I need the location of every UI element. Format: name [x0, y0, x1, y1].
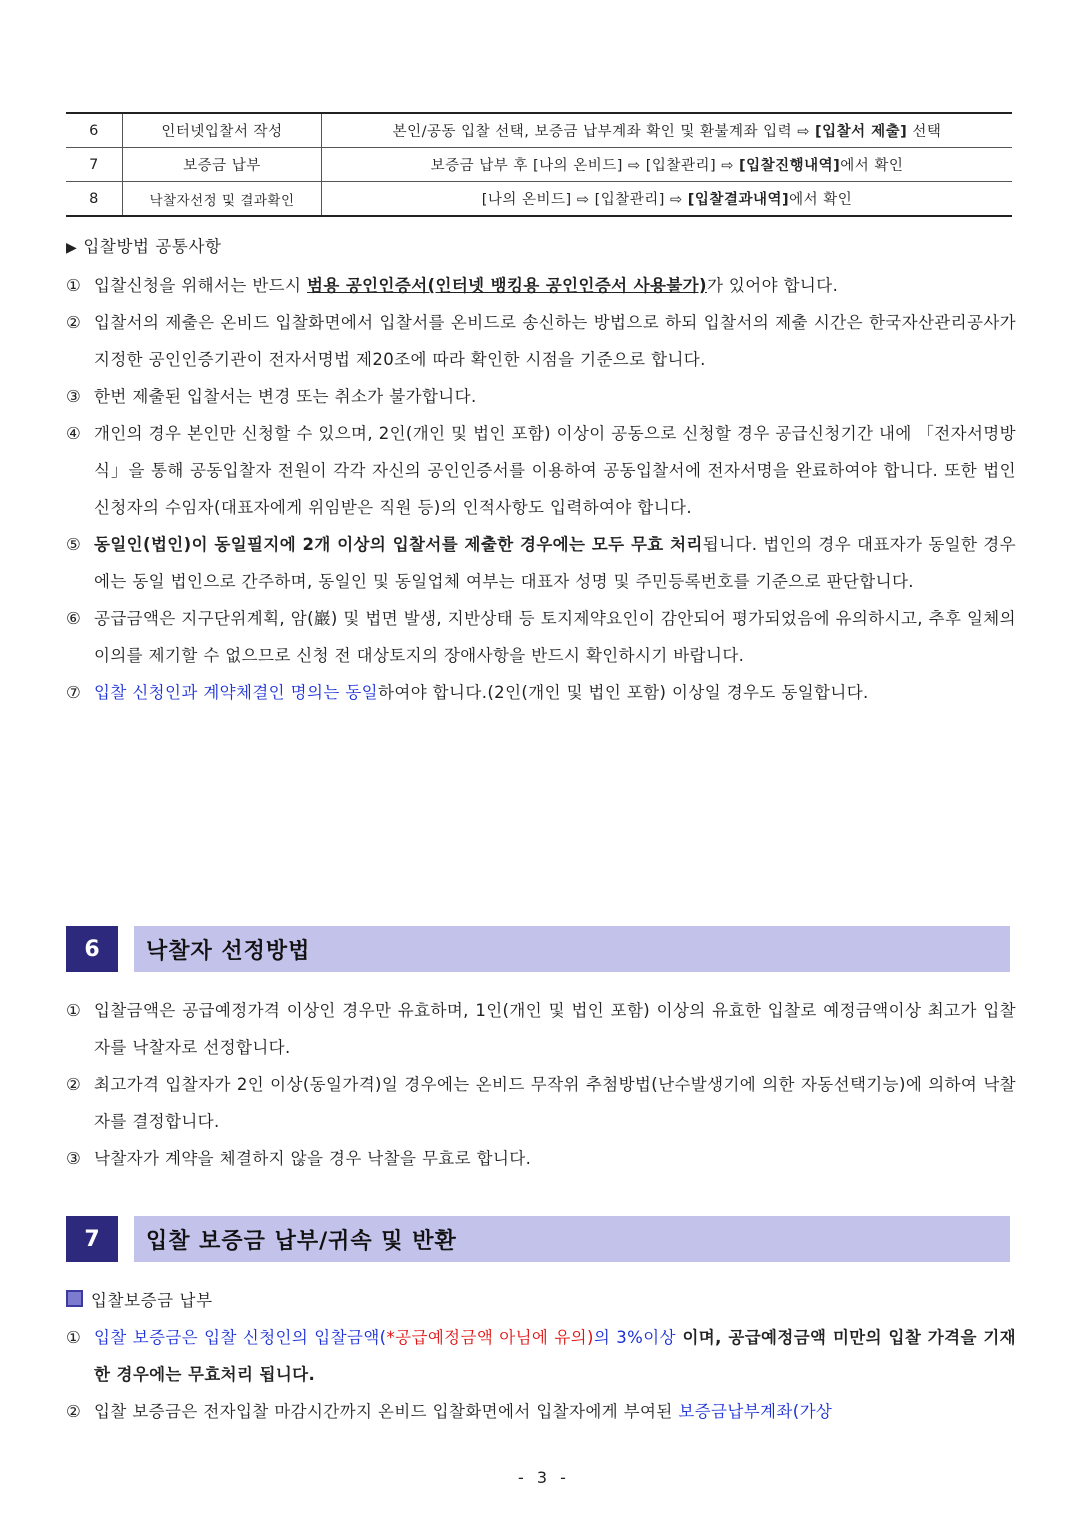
step-name: 인터넷입찰서 작성: [123, 113, 322, 148]
step-name: 낙찰자선정 및 결과확인: [123, 182, 322, 217]
section-title-bar: [134, 1216, 1010, 1262]
list-item: ③ 낙찰자가 계약을 체결하지 않을 경우 낙찰을 무효로 합니다.: [66, 1149, 532, 1168]
section-title: 낙찰자 선정방법: [146, 938, 311, 964]
section-title: 입찰 보증금 납부/귀속 및 반환: [146, 1228, 457, 1254]
triangle-bullet-icon: ▶: [66, 240, 78, 256]
list-item: ⑦ 입찰 신청인과 계약체결인 명의는 동일하여야 합니다.(2인(개인 및 법인 포함) 이상일 경우도 동일합니다.: [66, 683, 869, 702]
section-title-bar: [134, 926, 1010, 972]
step-description: 본인/공동 입찰 선택, 보증금 납부계좌 확인 및 환불계좌 입력 ⇨ [입찰서 제출] 선택: [322, 113, 1013, 148]
subheading: 입찰보증금 납부: [66, 1282, 1016, 1319]
section-header-7: [66, 1216, 1010, 1262]
list-item: ③ 한번 제출된 입찰서는 변경 또는 취소가 불가합니다.: [66, 387, 477, 406]
common-notes: [66, 228, 1016, 711]
list-item: ⑥ 공급금액은 지구단위계획, 암(巖) 및 법면 발생, 지반상태 등 토지제약요인이 감안되어 평가되었음에 유의하시고, 추후 일체의 이의를 제기할 수 없으므로 신청 전 대상토지의 장애사항을 반드시 확인하시기 바랍니다.: [66, 609, 1016, 665]
steps-table: [66, 112, 1012, 217]
list-item: ② 입찰 보증금은 전자입찰 마감시간까지 온비드 입찰화면에서 입찰자에게 부여된 보증금납부계좌(가상: [66, 1402, 833, 1421]
common-notes-heading: ▶ 입찰방법 공통사항: [66, 228, 1016, 267]
page-number: - 3 -: [518, 1468, 570, 1487]
table-row: [66, 148, 1012, 182]
list-item: ② 최고가격 입찰자가 2인 이상(동일가격)일 경우에는 온비드 무작위 추첨방법(난수발생기에 의한 자동선택기능)에 의하여 낙찰자를 결정합니다.: [66, 1075, 1016, 1131]
section-number: 6: [66, 926, 118, 972]
list-item: ② 입찰서의 제출은 온비드 입찰화면에서 입찰서를 온비드로 송신하는 방법으로 하되 입찰서의 제출 시간은 한국자산관리공사가 지정한 공인인증기관이 전자서명법 제20조에 따라 확인한 시점을 기준으로 합니다.: [66, 313, 1016, 369]
step-number: 6: [66, 113, 123, 148]
section6-body: [66, 992, 1016, 1177]
list-item: ① 입찰신청을 위해서는 반드시 범용 공인인증서(인터넷 뱅킹용 공인인증서 사용불가)가 있어야 합니다.: [66, 276, 839, 295]
section-header-6: [66, 926, 1010, 972]
section-number: 7: [66, 1216, 118, 1262]
step-description: [나의 온비드] ⇨ [입찰관리] ⇨ [입찰결과내역]에서 확인: [322, 182, 1013, 217]
table-row: [66, 182, 1012, 217]
list-item: ① 입찰 보증금은 입찰 신청인의 입찰금액(*공급예정금액 아님에 유의)의 3%이상 이며, 공급예정금액 미만의 입찰 가격을 기재한 경우에는 무효처리 됩니다.: [66, 1328, 1017, 1384]
list-item: ⑤ 동일인(법인)이 동일필지에 2개 이상의 입찰서를 제출한 경우에는 모두 무효 처리됩니다. 법인의 경우 대표자가 동일한 경우에는 동일 법인으로 간주하며, 동일인 및 동일업체 여부는 대표자 성명 및 주민등록번호를 기준으로 판단합니다.: [66, 535, 1016, 591]
square-bullet-icon: [66, 1290, 83, 1307]
list-item: ④ 개인의 경우 본인만 신청할 수 있으며, 2인(개인 및 법인 포함) 이상이 공동으로 신청할 경우 공급신청기간 내에 「전자서명방식」을 통해 공동입찰자 전원이 각각 자신의 공인인증서를 이용하여 공동입찰서에 전자서명을 완료하여야 합니다. 또한 법인 신청자의 수임자(대표자에게 위임받은 직원 등)의 인적사항도 입력하여야 합니다.: [66, 424, 1016, 517]
section7-body: [66, 1282, 1016, 1430]
step-number: 7: [66, 148, 123, 182]
table-row: [66, 113, 1012, 148]
step-name: 보증금 납부: [123, 148, 322, 182]
step-description: 보증금 납부 후 [나의 온비드] ⇨ [입찰관리] ⇨ [입찰진행내역]에서 확인: [322, 148, 1013, 182]
list-item: ① 입찰금액은 공급예정가격 이상인 경우만 유효하며, 1인(개인 및 법인 포함) 이상의 유효한 입찰로 예정금액이상 최고가 입찰자를 낙찰자로 선정합니다.: [66, 1001, 1016, 1057]
step-number: 8: [66, 182, 123, 217]
